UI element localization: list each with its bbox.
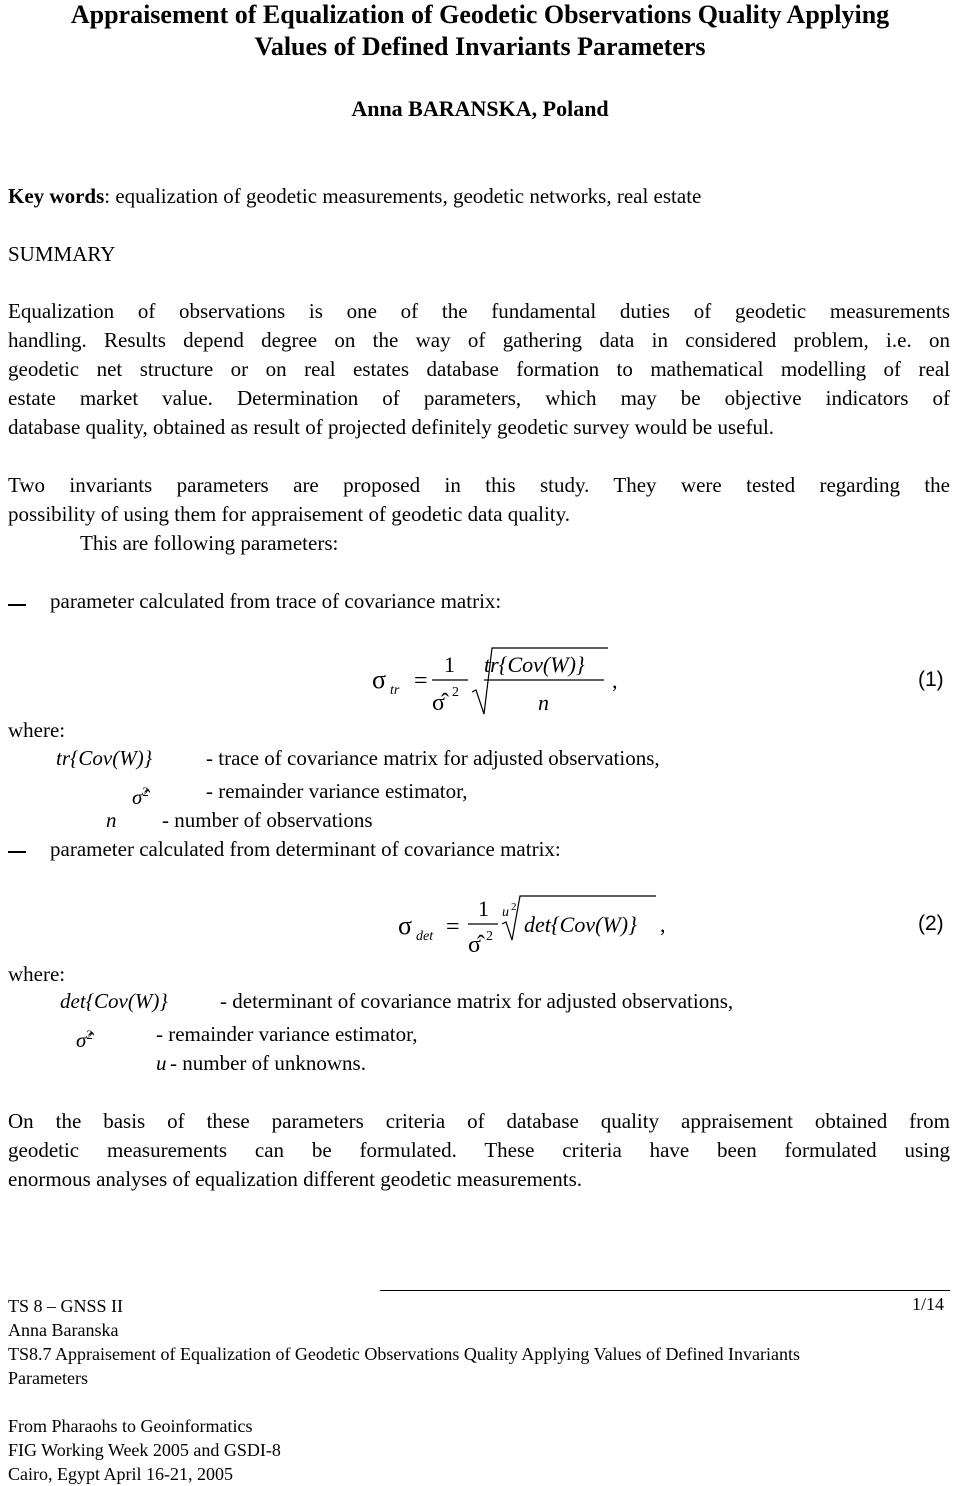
eq2-sub: det: [416, 929, 434, 944]
where2-symbol-2: [76, 1020, 93, 1055]
footer-author: Anna Baranska: [8, 1320, 119, 1340]
summary-heading: SUMMARY: [8, 242, 116, 266]
eq1-numerator: 1: [444, 652, 455, 677]
eq1-radicand-num: tr{Cov(W)}: [484, 652, 585, 677]
paragraph1-line-3: geodetic net structure or on real estates database formation to mathematical modelling of real: [8, 357, 950, 381]
paragraph1-line-1: Equalization of observations is one of the fundamental duties of geodetic measurements: [8, 299, 950, 323]
bullet-dash-2: [8, 851, 26, 853]
eq2-root-index: u: [502, 905, 509, 920]
eq1-sub: tr: [390, 683, 400, 698]
where2-desc-3: - number of unknowns.: [170, 1051, 366, 1075]
footer-conference-1: From Pharaohs to Geoinformatics: [8, 1416, 253, 1436]
paragraph3-line-2: geodetic measurements can be formulated. These criteria have been formulated using: [8, 1138, 950, 1162]
where2-desc-1: - determinant of covariance matrix for adjusted observations,: [220, 989, 734, 1013]
keywords-line: [8, 182, 701, 211]
bullet-1-text: parameter calculated from trace of covariance matrix:: [50, 589, 502, 613]
paragraph1-line-5: database quality, obtained as result of projected definitely geodetic survey would be useful.: [8, 415, 775, 439]
eq1-comma: ,: [612, 668, 618, 693]
eq2-number: (2): [918, 912, 944, 935]
eq2-numerator: 1: [478, 896, 489, 921]
eq1-denominator: σ̂: [432, 690, 445, 716]
footer-session: TS 8 – GNSS II: [8, 1296, 124, 1316]
footer-conference-3: Cairo, Egypt April 16-21, 2005: [8, 1464, 233, 1484]
eq1-den-exp: 2: [452, 685, 459, 700]
eq1-number: (1): [918, 668, 944, 691]
eq2-denominator: σ̂: [468, 932, 481, 958]
paper-title-line-1: Appraisement of Equalization of Geodetic Observations Quality Applying: [70, 0, 890, 29]
paragraph1-line-2: handling. Results depend degree on the way of gathering data in considered problem, i.e. on: [8, 328, 950, 352]
keywords-label: Key words: [8, 184, 105, 208]
where1-sigma-hat: σ̂: [132, 785, 143, 809]
bullet-dash-1: [8, 604, 26, 606]
where1-label: where:: [8, 718, 66, 742]
eq1-sigma: σ: [372, 665, 387, 694]
author: Anna BARANSKA, Poland: [351, 96, 609, 121]
paragraph2-line-1: Two invariants parameters are proposed in this study. They were tested regarding the: [8, 473, 950, 497]
paragraph2-line-2: possibility of using them for appraisement of geodetic data quality.: [8, 502, 571, 526]
footer-paper-title: TS8.7 Appraisement of Equalization of Geodetic Observations Quality Applying Values of Defined Invariants: [8, 1344, 800, 1364]
where1-symbol-2: [132, 777, 149, 812]
paper-title-line-2: Values of Defined Invariants Parameters: [254, 32, 706, 61]
where1-symbol-3: n: [106, 808, 117, 832]
paragraph2-tail: This are following parameters:: [80, 531, 339, 555]
eq2-den-exp: 2: [486, 929, 493, 944]
keywords-text: : equalization of geodetic measurements, geodetic networks, real estate: [104, 184, 702, 208]
where1-exp: 2: [142, 784, 149, 799]
footer-paper-title-cont: Parameters: [8, 1368, 88, 1388]
where2-desc-2: - remainder variance estimator,: [156, 1022, 418, 1046]
eq2-comma: ,: [660, 912, 666, 937]
where1-desc-2: - remainder variance estimator,: [206, 779, 468, 803]
bullet-2-text: parameter calculated from determinant of covariance matrix:: [50, 837, 561, 861]
where2-symbol-3: u: [156, 1051, 167, 1075]
footer-conference-2: FIG Working Week 2005 and GSDI-8: [8, 1440, 281, 1460]
eq2-root-index-exp: 2: [511, 901, 517, 913]
where2-symbol-1: det{Cov(W)}: [60, 989, 168, 1013]
paragraph3-line-1: On the basis of these parameters criteria of database quality appraisement obtained from: [8, 1109, 950, 1133]
where1-desc-3: - number of observations: [162, 808, 373, 832]
where2-label: where:: [8, 962, 66, 986]
where2-exp: 2: [86, 1027, 93, 1042]
eq2-radicand: det{Cov(W)}: [524, 912, 637, 937]
eq2-sigma: σ: [398, 911, 413, 940]
equation-2: [388, 890, 950, 960]
equation-1: [360, 640, 950, 720]
where1-symbol-1: tr{Cov(W)}: [56, 746, 153, 770]
where1-desc-1: - trace of covariance matrix for adjusted observations,: [206, 746, 660, 770]
footer-rule: [380, 1290, 950, 1291]
paragraph3-line-3: enormous analyses of equalization different geodetic measurements.: [8, 1167, 582, 1191]
paragraph1-line-4: estate market value. Determination of parameters, which may be objective indicators of: [8, 386, 950, 410]
eq1-radicand-den: n: [538, 690, 549, 715]
where2-sigma-hat: σ̂: [76, 1028, 87, 1052]
eq1-equals: =: [414, 668, 428, 694]
eq2-equals: =: [446, 914, 460, 940]
footer-page-number: 1/14: [912, 1294, 945, 1314]
